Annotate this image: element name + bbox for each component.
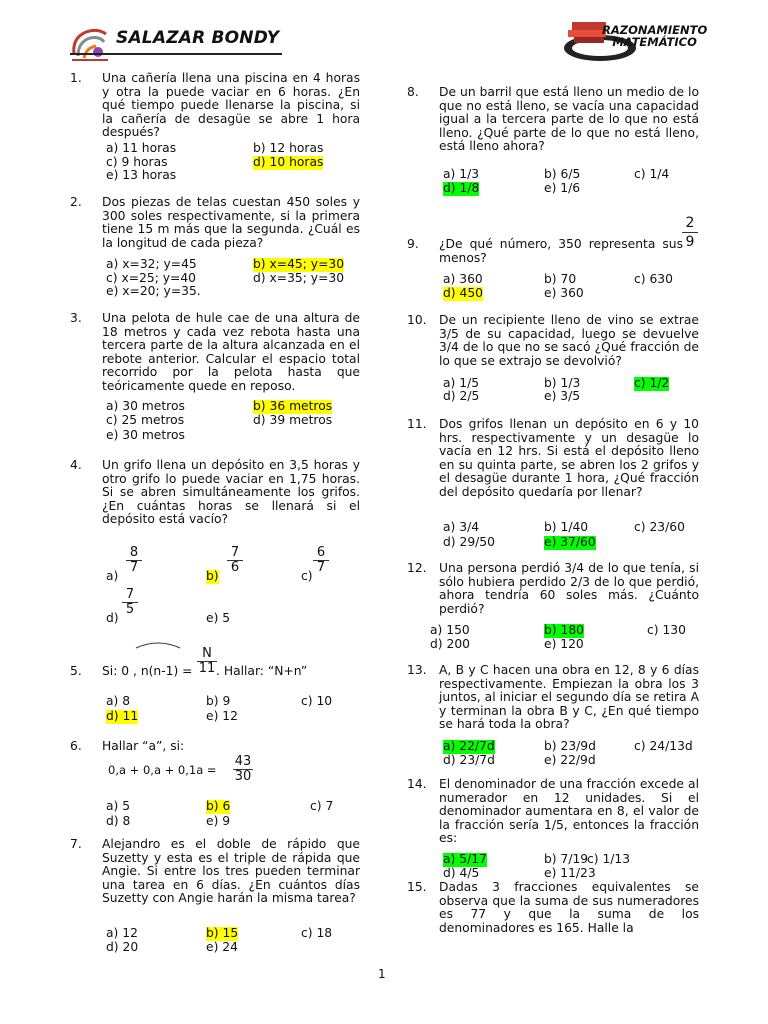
option-a: a) 1/5 (443, 376, 480, 390)
question-number: 10. (407, 313, 427, 327)
option-d: d) 23/7d (443, 753, 495, 767)
fraction-bar: 6 (227, 560, 243, 575)
option-d: d) 20 (106, 940, 139, 954)
option-b-answer: b) 180 (544, 623, 584, 637)
option-b: b) 6/5 (544, 167, 581, 181)
question-text: Hallar “a”, si: (102, 739, 185, 753)
option-d-answer: d) 1/8 (443, 181, 480, 195)
fraction-a (126, 546, 142, 574)
option-a: a) 11 horas (106, 141, 177, 155)
logo-title-line1: RAZONAMIENTO (602, 23, 708, 37)
option-e: e) 22/9d (544, 753, 596, 767)
option-d: d) 29/50 (443, 535, 495, 549)
numerator: 43 (234, 754, 252, 769)
option-b-answer: b) x=45; y=30 (253, 257, 345, 271)
option-d: d) 4/5 (443, 866, 480, 880)
numerator: 7 (230, 545, 240, 560)
question-text: Dadas 3 fracciones equivalentes se observa que la suma de sus numeradores es 77 y que la suma de los denominadores es 165. Halle la (439, 880, 699, 935)
option-b: b) 70 (544, 272, 577, 286)
option-c: c) 24/13d (634, 739, 693, 753)
option-c: c) x=25; y=40 (106, 271, 196, 285)
option-a: a) 3/4 (443, 520, 480, 534)
question-number: 5. (70, 664, 82, 678)
option-c-answer: c) 1/2 (634, 376, 670, 390)
question-text: Si: 0 , n(n-1) = (102, 664, 193, 678)
option-b-answer: b) (206, 569, 219, 583)
option-b: b) 1/40 (544, 520, 589, 534)
option-a: a) 1/3 (443, 167, 480, 181)
question-text-end: . Hallar: “N+n” (216, 664, 308, 678)
option-c: c) 9 horas (106, 155, 168, 169)
question-text: El denominador de una fracción excede al numerador en 12 unidades. Si el denominador aumentara en 8, el valor de la fracción sería 1/5, entonces la fracción es: (439, 777, 699, 846)
option-a: a) 30 metros (106, 399, 185, 413)
option-d-answer: d) 450 (443, 286, 483, 300)
option-b: b) 23/9d (544, 739, 596, 753)
fraction-d (122, 588, 138, 616)
question-text: Dos piezas de telas cuestan 450 soles y 300 soles respectivamente, si la primera tiene 15 m más que la segunda. ¿Cuál es la longitud de cada pieza? (102, 195, 360, 250)
option-c: c) 23/60 (634, 520, 685, 534)
question-number: 6. (70, 739, 82, 753)
logo-title-line2: MATEMÁTICO (612, 35, 697, 49)
option-a: a) 5 (106, 799, 131, 813)
option-a: a) 360 (443, 272, 483, 286)
option-c: c) 7 (310, 799, 334, 813)
option-e: e) 11/23 (544, 866, 596, 880)
option-c: c) (301, 569, 313, 583)
fraction-bar: 5 (122, 602, 138, 617)
fraction-c (313, 546, 329, 574)
question-text: Dos grifos llenan un depósito en 6 y 10 hrs. respectivamente y un desagüe lo vacía en 12 hrs. Si está el depósito lleno en su quinta parte, se abren los 2 grifos y el desagüe durante 1 hora, ¿Qué fracción del depósito quedaría por llenar? (439, 417, 699, 499)
question-number: 7. (70, 837, 82, 851)
option-d: d) 2/5 (443, 389, 480, 403)
question-number: 1. (70, 71, 82, 85)
option-e: e) x=20; y=35. (106, 284, 201, 298)
math-reasoning-logo (560, 18, 708, 64)
option-c: c) 1/13 (587, 852, 631, 866)
numerator: 2 (685, 215, 695, 231)
header-underline (70, 53, 282, 55)
fraction-bar: 7 (126, 560, 142, 575)
option-c: c) 18 (301, 926, 333, 940)
option-e: e) 1/6 (544, 181, 581, 195)
question-number: 4. (70, 458, 82, 472)
question-text: Alejandro es el doble de rápido que Suzetty y esta es el triple de rápida que Angie. Si entre los tres pueden terminar una tarea en 6 días. ¿En cuántos días Suzetty con Angie harán la misma tarea? (102, 837, 360, 906)
fraction-2-9 (682, 214, 698, 251)
question-number: 9. (407, 237, 419, 251)
question-number: 12. (407, 561, 427, 575)
option-e: e) 3/5 (544, 389, 581, 403)
question-text: Una persona perdió 3/4 de lo que tenía, si sólo hubiera perdido 2/3 de lo que perdió, ahora tendría 60 soles más. ¿Cuánto perdió? (439, 561, 699, 616)
option-c: c) 10 (301, 694, 333, 708)
option-e: e) 24 (206, 940, 238, 954)
option-b-answer: b) 6 (206, 799, 231, 813)
option-a: a) 12 (106, 926, 138, 940)
question-text: Un grifo llena un depósito en 3,5 horas y otro grifo lo puede vaciar en 1,75 horas. Si se abren simultáneamente los grifos. ¿En cuántas horas se llenará si el depósito está vacío? (102, 458, 360, 527)
option-d: d) (106, 611, 119, 625)
option-d-answer: d) 10 horas (253, 155, 324, 169)
fraction-bar: 11 (198, 660, 216, 676)
numerator: 8 (129, 545, 139, 560)
fraction-b (227, 546, 243, 574)
decimal-expression: 0,a + 0,a + 0,1a = (108, 763, 217, 777)
question-number: 13. (407, 663, 427, 677)
page-number: 1 (378, 967, 386, 981)
option-d: d) 39 metros (253, 413, 333, 427)
option-a: a) x=32; y=45 (106, 257, 197, 271)
question-text: De un recipiente lleno de vino se extrae 3/5 de su capacidad, luego se devuelve 3/4 de lo que no se sacó ¿Qué fracción de lo que se extrajo se devolvió? (439, 313, 699, 368)
option-d: d) 200 (430, 637, 470, 651)
question-number: 15. (407, 880, 427, 894)
fraction-bar: 30 (234, 768, 252, 784)
option-c: c) 630 (634, 272, 673, 286)
option-b-answer: b) 36 metros (253, 399, 333, 413)
option-d-answer: d) 11 (106, 709, 139, 723)
periodic-arc (134, 640, 182, 650)
option-e-answer: e) 37/60 (544, 535, 596, 549)
question-number: 8. (407, 85, 419, 99)
fraction-bar: 9 (682, 232, 698, 251)
question-number: 14. (407, 777, 427, 791)
fraction-bar: 7 (313, 560, 329, 575)
question-text: ¿De qué número, 350 representa sus menos? (439, 237, 683, 265)
question-text: Una pelota de hule cae de una altura de 18 metros y cada vez rebota hasta una tercera parte de la altura alcanzada en el rebote anterior. Calcular el espacio total recorrido por la pelota hasta que teóricamente quede en reposo. (102, 311, 360, 393)
option-e: e) 9 (206, 814, 231, 828)
option-a-answer: a) 22/7d (443, 739, 495, 753)
numerator: 7 (125, 587, 135, 602)
option-e: e) 30 metros (106, 428, 185, 442)
fraction-n-over-11 (197, 647, 217, 675)
option-d: d) x=35; y=30 (253, 271, 345, 285)
option-c: c) 130 (647, 623, 686, 637)
option-d: d) 8 (106, 814, 131, 828)
school-logo (68, 24, 114, 64)
question-number: 3. (70, 311, 82, 325)
option-a: a) (106, 569, 119, 583)
option-a-answer: a) 5/17 (443, 852, 487, 866)
option-e: e) 12 (206, 709, 238, 723)
question-text: De un barril que está lleno un medio de lo que no está lleno, se vacía una capacidad igual a la tercera parte de lo que no está lleno. ¿Qué parte de lo que no está lleno, está lleno ahora? (439, 85, 699, 154)
option-a: a) 8 (106, 694, 131, 708)
question-number: 2. (70, 195, 82, 209)
option-b: b) 7/19 (544, 852, 589, 866)
option-b: b) 1/3 (544, 376, 581, 390)
option-c: c) 25 metros (106, 413, 185, 427)
option-e: e) 120 (544, 637, 584, 651)
option-e: e) 5 (206, 611, 231, 625)
option-b: b) 12 horas (253, 141, 324, 155)
option-e: e) 360 (544, 286, 584, 300)
fraction-43-30 (233, 755, 253, 783)
question-text: Una cañería llena una piscina en 4 horas y otra la puede vaciar en 6 horas. ¿En qué tiempo puede llenarse la piscina, si la cañería de desagüe se abre 1 hora después? (102, 71, 360, 140)
school-name: SALAZAR BONDY (116, 28, 280, 48)
option-b: b) 9 (206, 694, 231, 708)
option-e: e) 13 horas (106, 168, 177, 182)
question-text: A, B y C hacen una obra en 12, 8 y 6 días respectivamente. Empiezan la obra los 3 juntos, al iniciar el segundo día se retira A y terminan la obra B y C, ¿En qué tiempo se hará toda la obra? (439, 663, 699, 732)
option-b-answer: b) 15 (206, 926, 239, 940)
numerator: 6 (316, 545, 326, 560)
option-a: a) 150 (430, 623, 470, 637)
numerator: N (202, 646, 212, 661)
question-number: 11. (407, 417, 427, 431)
option-c: c) 1/4 (634, 167, 670, 181)
